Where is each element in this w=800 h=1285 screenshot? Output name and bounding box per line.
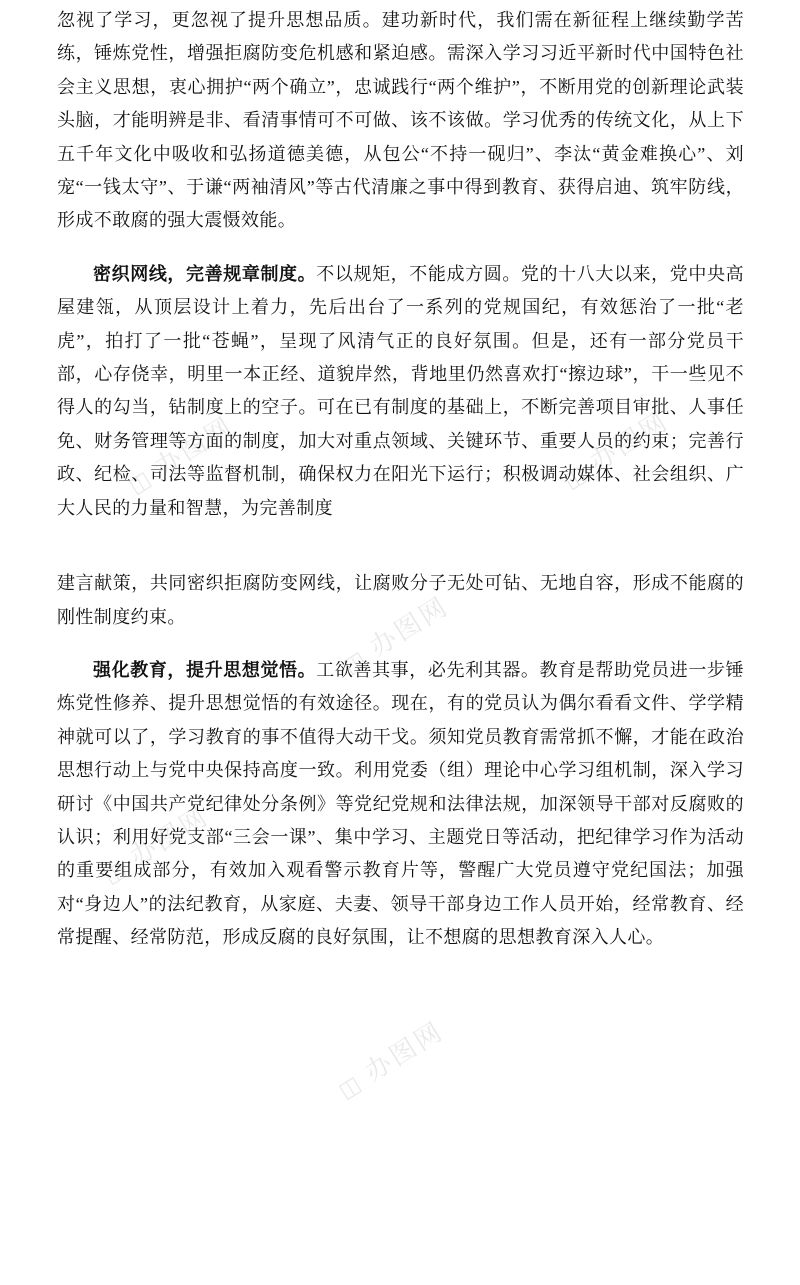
paragraph-text: 忽视了学习，更忽视了提升思想品质。建功新时代，我们需在新征程上继续勤学苦练，锤炼党性，增强拒腐防变危机感和紧迫感。需深入学习习近平新时代中国特色社会主义思想，衷心拥护“两个确立”，忠诚践行“两个维护”，不断用党的创新理论武装头脑，才能明辨是非、看清事情可不可做、该不该做。学习优秀的传统文化，从上下五千年文化中吸收和弘扬道德美德，从包公“不持一砚归”、李汰“黄金难换心”、刘宠“一钱太守”、于谦“两袖清风”等古代清廉之事中得到教育、获得启迪、筑牢防线，形成不敢腐的强大震慑效能。 — [57, 10, 744, 231]
document-content — [57, 4, 744, 975]
paragraph-lead: 强化教育，提升思想觉悟。 — [93, 659, 317, 680]
paragraph-text: 建言献策，共同密织拒腐防变网线，让腐败分子无处可钻、无地自容，形成不能腐的刚性制度约束。 — [57, 573, 744, 627]
paragraph-rules-continuation — [57, 567, 744, 634]
watermark: ◫ 办图网 — [119, 406, 240, 501]
watermark: ◫ 办图网 — [94, 796, 215, 891]
watermark: ◫ 办图网 — [334, 586, 455, 681]
watermark: ◫ 办图网 — [329, 1011, 450, 1106]
watermark: ◫ 办图网 — [554, 401, 675, 496]
paragraph-continuation — [57, 4, 744, 238]
paragraph-education — [57, 654, 744, 955]
paragraph-text: 工欲善其事，必先利其器。教育是帮助党员进一步锤炼党性修养、提升思想觉悟的有效途径。现在，有的党员认为偶尔看看文件、学学精神就可以了，学习教育的事不值得大动干戈。须知党员教育需常抓不懈，才能在政治思想行动上与党中央保持高度一致。利用党委（组）理论中心学习组机制，深入学习研讨《中国共产党纪律处分条例》等党纪党规和法律法规，加深领导干部对反腐败的认识；利用好党支部“三会一课”、集中学习、主题党日等活动，把纪律学习作为活动的重要组成部分，有效加入观看警示教育片等，警醒广大党员遵守党纪国法；加强对“身边人”的法纪教育，从家庭、夫妻、领导干部身边工作人员开始，经常教育、经常提醒、经常防范，形成反腐的良好氛围，让不想腐的思想教育深入人心。 — [57, 659, 744, 948]
paragraph-lead: 密织网线，完善规章制度。 — [93, 263, 317, 284]
paragraph-rules — [57, 258, 744, 525]
paragraph-text: 不以规矩，不能成方圆。党的十八大以来，党中央高屋建瓴，从顶层设计上着力，先后出台了一系列的党规国纪，有效惩治了一批“老虎”，拍打了一批“苍蝇”，呈现了风清气正的良好氛围。但是，还有一部分党员干部，心存侥幸，明里一本正经、道貌岸然，背地里仍然喜欢打“擦边球”，干一些见不得人的勾当，钻制度上的空子。可在已有制度的基础上，不断完善项目审批、人事任免、财务管理等方面的制度，加大对重点领域、关键环节、重要人员的约束；完善行政、纪检、司法等监督机制，确保权力在阳光下运行；积极调动媒体、社会组织、广大人民的力量和智慧，为完善制度 — [57, 263, 744, 518]
